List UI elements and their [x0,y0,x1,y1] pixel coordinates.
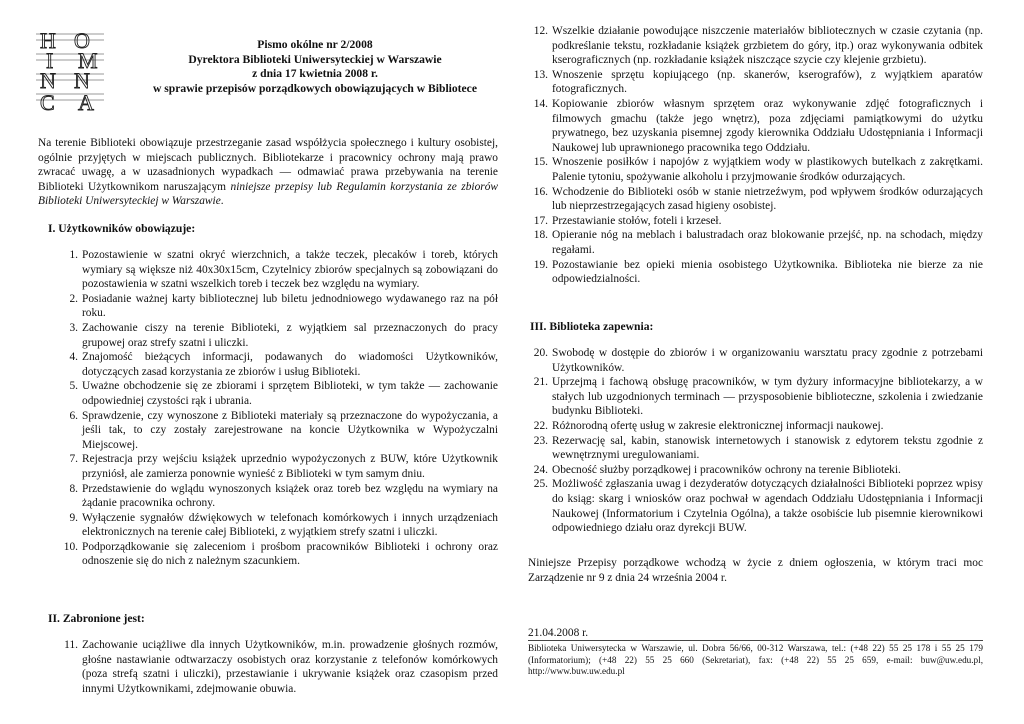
list-item-text: Wszelkie działanie powodujące niszczenie materiałów bibliotecznych w czasie czytania (np. podkreślanie tekstu, rozkładanie książek grzbietem do góry, itp.) oraz wykonywania odbitek kserograficznych (np. rozkładanie książek niszczące szycie czy klejenie grzbietu). [552,25,983,67]
list-item-text: Rejestracja przy wejściu książek uprzednio wypożyczonych z BUW, które Użytkownik przyniósł, ale zamierza ponownie wynieść z Biblioteki w tym samym dniu. [82,453,498,480]
list-item-number: 19. [533,258,548,271]
section-heading-1: I. Użytkowników obowiązuje: [48,222,196,235]
intro-italic: niniejsze przepisy lub Regulamin korzystania ze zbiorów Biblioteki Uniwersyteckiej w Warszawie [38,180,498,208]
list-item [58,321,498,350]
header-line-3: z dnia 17 kwietnia 2008 r. [252,67,378,80]
list-item-number: 18. [533,229,548,242]
list-item-number: 1. [69,249,78,261]
list-item [528,24,983,68]
closing-date: 21.04.2008 r. [528,627,589,639]
list-item-text: Sprawdzenie, czy wynoszone z Biblioteki materiały są przeznaczone do wypożyczania, a jeśli tak, to czy zostały zarejestrowane na koncie Użytkownika w Wypożyczalni Miejscowej. [82,409,498,451]
list-item-number: 7. [69,453,78,466]
list-item-number: 25. [533,478,548,491]
list-item-text: Wyłączenie sygnałów dźwiękowych w telefonach komórkowych i innych urządzeniach elektronicznych na terenie całej Biblioteki, z wyjątkiem strefy szatni i uliczki. [82,511,498,539]
list-item-number: 15. [533,156,548,169]
obligations-list [58,248,498,569]
list-item-text: Możliwość zgłaszania uwag i dezyderatów dotyczących działalności Biblioteki poprzez wpisy do ksiąg: skarg i wniosków oraz pochwał w agendach Oddziału Udostępniania i Informacji Naukowej (Informatorium i Czytelnia Ogólna), a także osobiście lub pisemnie kierownikowi odpowiedniego działu oraz dyrekcji BUW. [552,478,983,535]
list-item-text: Wnoszenie posiłków i napojów z wyjątkiem wody w plastikowych butelkach z zakrętkami. Palenie tytoniu, spożywanie alkoholu i przyjmowanie środków odurzających. [552,156,983,183]
list-item-number: 24. [533,463,548,476]
list-item-text: Rezerwację sal, kabin, stanowisk internetowych i stanowisk z edytorem tekstu zgodnie z wewnętrznymi uregulowaniami. [552,434,983,462]
list-item-number: 9. [69,511,78,524]
header-line-1: Pismo okólne nr 2/2008 [257,38,373,51]
list-item [528,185,983,214]
document-header [110,38,520,96]
list-item-number: 5. [69,380,78,393]
section-heading-3: III. Biblioteka zapewnia: [530,320,654,333]
list-item [528,258,983,287]
list-item [58,511,498,540]
list-item-number: 17. [533,214,548,227]
list-item-number: 2. [69,292,78,305]
list-item-number: 6. [69,409,78,422]
svg-text:N: N [74,68,90,93]
list-item-number: 22. [533,419,548,432]
list-item-number: 21. [533,376,548,389]
svg-text:M: M [78,48,98,73]
intro-text: Na terenie Biblioteki obowiązuje przestrzeganie zasad współżycia społecznego i kultury osobistej, ogólnie przyjętych w miejscach publicznych. Bibliotekarze i pracownicy ochrony mają prawo zwracać uwagę, a w uzasadnionych wypadkach — odmawiać prawa przebywania na terenie Biblioteki Użytkownikom naruszającym [38,137,498,193]
list-item-text: Podporządkowanie się zaleceniom i prośbom pracowników Biblioteki i ochrony oraz odnoszenie się do nich z należnym szacunkiem. [82,540,498,568]
list-item-text: Przedstawienie do wglądu wynoszonych książek oraz toreb bez względu na wymiary na żądanie pracownika ochrony. [82,482,498,510]
list-item [58,540,498,569]
list-item-number: 12. [533,25,548,37]
list-item-text: Uprzejmą i fachową obsługę pracowników, w tym dyżury informacyjne bibliotekarzy, a w stałych lub uzgodnionych terminach — przysposobienie biblioteczne, szkolenia i zwiedzanie budynku Biblioteki. [552,376,983,418]
list-item [528,214,983,229]
prohibitions-list-left [58,638,498,696]
list-item-text: Pozostawienie w szatni okryć wierzchnich, a także teczek, plecaków i toreb, których wymiary są większe niż 40x30x15cm, Czytelnicy zbiorów specjalnych są zobowiązani do pozostawienia w szatni wszelkich toreb i teczek bez względu na wymiary. [82,249,498,291]
list-item-text: Pozostawianie bez opieki mienia osobistego Użytkownika. Biblioteka nie bierze za nie odpowiedzialności. [552,258,983,286]
list-item-text: Swobodę w dostępie do zbiorów i w organizowaniu warsztatu pracy zgodnie z potrzebami Użytkowników. [552,347,983,374]
header-line-4: w sprawie przepisów porządkowych obowiązujących w Bibliotece [153,81,477,95]
list-item-text: Zachowanie ciszy na terenie Biblioteki, z wyjątkiem sal przeznaczonych do pracy grupowej oraz strefy szatni i uliczki. [82,321,498,349]
svg-text:A: A [78,90,94,114]
list-item-text: Znajomość bieżących informacji, podawanych do wiadomości Użytkowników, dotyczących zasad korzystania ze zbiorów i usług Biblioteki. [82,351,498,378]
list-item-text: Wchodzenie do Biblioteki osób w stanie nietrzeźwym, pod wpływem środków odurzających lub nieprzestrzegających zasad higieny osobistej. [552,185,983,213]
library-logo [34,24,106,114]
list-item [528,346,983,375]
list-item-text: Różnorodną ofertę usług w zakresie elektronicznej informacji naukowej. [552,419,884,432]
prohibitions-list-right [528,24,983,287]
list-item [528,155,983,184]
svg-text:C: C [40,90,55,114]
list-item-number: 4. [69,351,78,364]
list-item [58,638,498,696]
list-item [528,477,983,535]
footer-contact: Biblioteka Uniwersytecka w Warszawie, ul. Dobra 56/66, 00-312 Warszawa, tel.: (+48 22) 55 25 178 i 55 25 179 (Informatorium); (+48 22) 55 25 660 (Sekretariat), fax: (+48 22) 55 25 659, e-mail: buw@uw.edu.pl, http://www.buw.uw.edu.pl [528,640,983,678]
list-item [528,97,983,155]
list-item-text: Wnoszenie sprzętu kopiującego (np. skanerów, kserografów), z wyjątkiem aparatów fotograficznych. [552,68,983,96]
list-item-number: 8. [69,482,78,495]
list-item-text: Kopiowanie zbiorów własnym sprzętem oraz wykonywanie zdjęć fotograficznych i filmowych gmachu (także jego wnętrz), poza zdjęciami pamiątkowymi do użytku prywatnego, bez uzyskania pisemnej zgody kierownika Oddziału Udostępniania i Informacji Naukowej lub uprawnionego pracownika tego Oddziału. [552,97,983,154]
list-item-number: 20. [533,347,548,359]
list-item-number: 10. [63,540,78,553]
list-item-number: 23. [533,434,548,447]
list-item [58,452,498,481]
section-heading-2: II. Zabronione jest: [48,612,145,625]
list-item-text: Przestawianie stołów, foteli i krzeseł. [552,214,722,227]
list-item-number: 3. [69,321,78,334]
list-item [58,350,498,379]
list-item [58,409,498,453]
svg-text:H: H [40,28,56,53]
list-item-text: Opieranie nóg na meblach i balustradach oraz blokowanie przejść, np. na schodach, między regałami. [552,229,983,256]
list-item-number: 14. [533,97,548,110]
intro-paragraph [38,136,498,209]
list-item [58,248,498,292]
list-item-number: 11. [64,639,78,651]
list-item-text: Posiadanie ważnej karty bibliotecznej lub biletu jednodniowego wydawanego raz na pół roku. [82,292,498,320]
list-item-number: 13. [533,68,548,81]
list-item [58,482,498,511]
list-item [528,419,983,434]
svg-text:I: I [46,48,54,73]
list-item [58,379,498,408]
list-item [528,375,983,419]
list-item-text: Zachowanie uciążliwe dla innych Użytkowników, m.in. prowadzenie głośnych rozmów, głośne nastawianie odtwarzaczy osobistych oraz korzystanie z telefonów komórkowych (poza strefą szatni i uliczki), przestawianie i ukrywanie książek oraz czasopism przed innymi Użytkownikami, zdejmowanie obuwia. [82,639,498,695]
svg-text:O: O [74,28,90,53]
list-item [58,292,498,321]
list-item-number: 16. [533,185,548,198]
list-item [528,434,983,463]
list-item-text: Uważne obchodzenie się ze zbiorami i sprzętem Biblioteki, w tym także — zachowanie odpowiedniej czystości rąk i ubrania. [82,380,498,407]
provisions-list [528,346,983,536]
closing-note: Niniejsze Przepisy porządkowe wchodzą w życie z dniem ogłoszenia, w którym traci moc Zarządzenie nr 9 z dnia 24 września 2004 r. [528,557,983,584]
list-item-text: Obecność służby porządkowej i pracowników ochrony na terenie Biblioteki. [552,463,901,476]
header-line-2: Dyrektora Biblioteki Uniwersyteckiej w Warszawie [188,52,442,66]
intro-end: . [220,195,224,208]
list-item [528,228,983,257]
list-item [528,463,983,478]
list-item [528,68,983,97]
svg-text:N: N [40,68,56,93]
